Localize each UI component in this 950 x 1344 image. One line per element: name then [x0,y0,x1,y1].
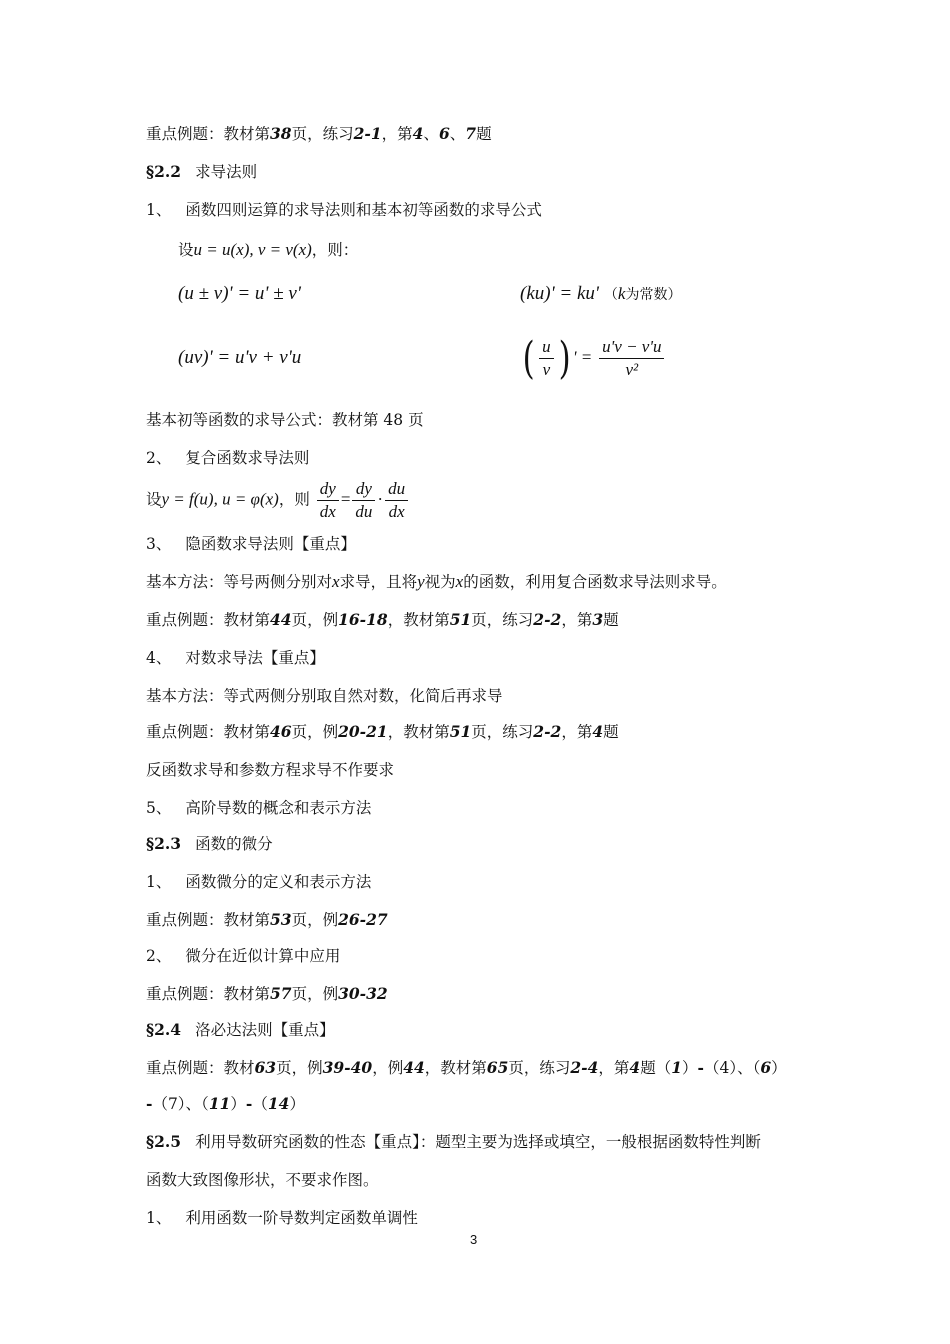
formula-quotient-rule: ( $\frac{u}{v}$ ) ' = $\frac{u'v - v'u}{\text{v²}}$ [520,336,666,390]
definition-line: 设u = u(x), v = v(x)，则： [178,240,359,259]
list-item: 4、 对数求导法【重点】 [146,649,325,667]
list-item: 5、 高阶导数的概念和表示方法 [146,799,372,817]
text-line: 基本方法：等号两侧分别对x求导，且将y视为x的函数，利用复合函数求导法则求导。 [146,572,727,591]
formula-sum-rule: (u ± v)' = u' ± v' [178,283,301,304]
text-line: 函数大致图像形状，不要求作图。 [146,1171,379,1189]
text-line: 基本方法：等式两侧分别取自然对数，化简后再求导 [146,687,503,705]
list-item: 1、 函数微分的定义和表示方法 [146,873,372,891]
text-line: 基本初等函数的求导公式：教材第 48 页 [146,411,424,429]
section-heading: §2.5 利用导数研究函数的性态【重点】：题型主要为选择或填空，一般根据函数特性判断 [146,1132,761,1151]
example-line: 重点例题：教材第53页，例26-27 [146,910,388,929]
list-item: 1、 函数四则运算的求导法则和基本初等函数的求导公式 [146,201,542,219]
text-line: 反函数求导和参数方程求导不作要求 [146,761,395,779]
list-item: 2、 微分在近似计算中应用 [146,947,341,965]
example-line: 重点例题：教材第57页，例30-32 [146,984,388,1003]
section-heading: §2.4 洛必达法则【重点】 [146,1020,335,1039]
list-item: 1、 利用函数一阶导数判定函数单调性 [146,1209,418,1227]
example-line: 重点例题：教材63页，例39-40，例44，教材第65页，练习2-4，第4题（1）-（4）、（6） [146,1058,787,1077]
example-line: 重点例题：教材第38页，练习2-1，第4、6、7题 [146,124,492,143]
section-heading: §2.3 函数的微分 [146,834,273,853]
example-line-continued: -（7）、（11）-（14） [146,1094,305,1113]
page-number: 3 [470,1232,478,1247]
chain-rule-line: 设y = f(u), u = φ(x)，则 $\frac{dy}{dx}$ = $\frac{dy}{du}$ · $\frac{du}{dx}$ [146,478,410,526]
example-line: 重点例题：教材第46页，例20-21，教材第51页，练习2-2，第4题 [146,722,619,741]
list-item: 2、 复合函数求导法则 [146,449,310,467]
example-line: 重点例题：教材第44页，例16-18，教材第51页，练习2-2，第3题 [146,610,619,629]
formula-product-rule: (uv)' = u'v + v'u [178,347,302,368]
section-heading: §2.2 求导法则 [146,162,258,181]
formula-constant-rule: (ku)' = ku' （k为常数） [520,283,682,304]
list-item: 3、 隐函数求导法则【重点】 [146,535,356,553]
